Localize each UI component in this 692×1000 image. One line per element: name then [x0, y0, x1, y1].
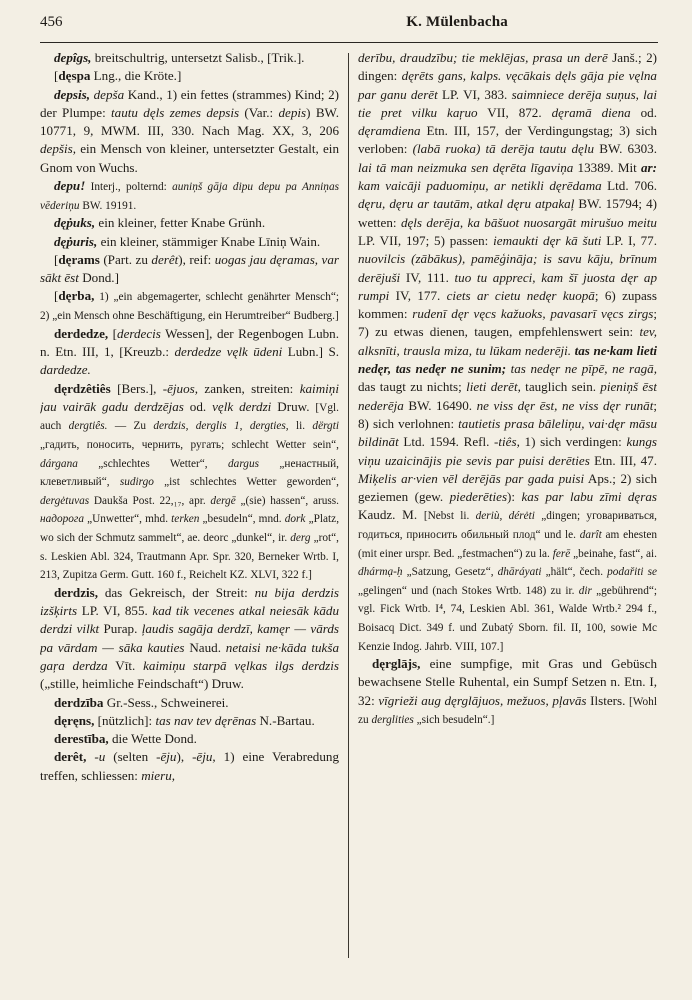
entry-text: [Wohl zu: [358, 695, 657, 727]
entry-text: Daukša Post. 22,₁₇, apr.: [89, 494, 211, 507]
entry-text: 1) „ein abgemagerter, schlecht genährter Mensch“; 2) „ein Mensch ohne Beschäftigung, ein Herumtreiber“ Budberg.]: [40, 291, 339, 323]
entry-text: „beinahe, fast“, ai.: [570, 547, 657, 560]
headword: derdedze,: [54, 325, 109, 341]
headword: dęspa: [58, 68, 91, 84]
entry-text: derību, draudzību; tie meklējas, prasa un derē: [358, 50, 608, 65]
headword: derdzība: [54, 694, 104, 710]
entry-text: saimniece derēja suņus, lai tie pret vilku kaŗuo: [358, 86, 657, 120]
entry-text: dork: [284, 513, 306, 526]
entry-text: 13389. Mit: [573, 159, 641, 175]
entry-text: kad tik vecenes atkal neiesāk kādu derdzi vilkt: [40, 603, 339, 637]
headword: dęrdzêtiês: [54, 380, 111, 396]
dictionary-entry: [40, 380, 339, 584]
entry-text: tas nedęr ne pīpē, ne ragā,: [506, 361, 657, 377]
entry-text: Lng., die Kröte.]: [90, 68, 182, 84]
left-column: [40, 49, 348, 964]
entry-text: dargus: [228, 457, 259, 470]
entry-text: Wessen], der Regenbogen Lubn. n. Etn. III, 1, [Kreuzb.:: [40, 325, 339, 359]
entry-text: Gr.-Sess., Schweinerei.: [103, 694, 229, 710]
dictionary-entry: [40, 177, 339, 214]
entry-text: Ltd. 706.: [601, 178, 657, 194]
headword: depîgs,: [54, 50, 92, 65]
entry-text: „(sie) hassen“, aruss.: [235, 494, 339, 507]
entry-text: -tiês,: [494, 434, 520, 450]
entry-text: надорога: [40, 513, 84, 526]
entry-text: dárgana: [40, 457, 78, 470]
entry-text: ), reif:: [178, 251, 215, 267]
entry-text: ein kleiner, fetter Knabe Grünh.: [95, 215, 266, 231]
entry-text: [: [54, 288, 59, 304]
dictionary-entry: [40, 694, 339, 712]
entry-text: tautu dęls zemes depsis: [111, 104, 240, 120]
entry-text: kam vaicāji paduomiņu, ar netikli dęrēdama: [358, 178, 602, 194]
entry-text: das taugt zu nichts;: [358, 379, 467, 395]
entry-text: dęramdiena: [358, 123, 421, 139]
entry-text: ; 6) zupass kommen:: [358, 287, 657, 322]
entry-text: dergtiês.: [68, 420, 108, 433]
entry-text: darît: [579, 529, 602, 542]
entry-text: VII, 872.: [477, 104, 552, 120]
entry-text: nu bija derdzis izšķirts: [40, 584, 339, 619]
entry-text: derdzis, derglis 1, dergties,: [153, 420, 289, 433]
entry-text: -ēju: [156, 749, 177, 765]
entry-text: „gelingen“ und (nach Stokes Wrtb. 148) zu ir.: [358, 584, 579, 597]
running-head-author: K. Mülenbacha: [406, 14, 508, 30]
page-number: 456: [40, 14, 63, 30]
entry-text: dergėtuvas: [40, 494, 90, 507]
entry-text: 1) sich verdingen:: [519, 434, 627, 450]
dictionary-entry: [40, 712, 339, 730]
entry-text: „sich besudeln“.]: [413, 714, 495, 727]
entry-text: (Var.:: [239, 104, 279, 120]
entry-text: derêt: [151, 251, 179, 267]
entry-text: dërgti: [312, 420, 339, 433]
entry-text: ne viss dęr ēst, ne viss dęr runāt: [476, 397, 654, 413]
entry-text: dęramā diena: [551, 104, 631, 120]
entry-text: tauglich sein.: [520, 379, 601, 395]
dictionary-entry: [40, 730, 339, 748]
entry-text: dęrēts gans, kalps. vęcākais dęls gāja pie vęlna par ganu derēt: [358, 68, 657, 102]
entry-text: BW. 19191.: [79, 199, 137, 212]
entry-text: „besudeln“, mnd.: [199, 513, 285, 526]
entry-text: Etn. III, 47.: [589, 452, 657, 468]
entry-text: tuo tu appreci, kam šī juosta dęr ap rumpi: [358, 269, 657, 303]
entry-text: li.: [288, 420, 313, 433]
entry-text: am ehesten (mit einer urspr. Bed. „festmachen“) zu la.: [358, 529, 657, 560]
entry-text: Janš.; 2) dingen:: [358, 50, 657, 84]
headword: dęręns,: [54, 712, 95, 728]
entry-text: lai tā man neizmuka sen dęrēta līgaviņa: [358, 159, 574, 175]
entry-text: „Platz, wo sich der Schmutz sammelt“, ae. deorc „dunkel“, ir.: [40, 513, 340, 544]
entry-text: ferē: [552, 547, 571, 560]
entry-text: („stille, heimliche Feindschaft“) Druw.: [40, 676, 244, 692]
dictionary-entry: [40, 748, 339, 785]
entry-text: Naud.: [184, 639, 226, 655]
entry-text: [Nebst li.: [423, 510, 476, 523]
entry-text: „hält“, čech.: [541, 566, 608, 579]
entry-text: Dond.]: [78, 270, 119, 286]
headword: ar:: [640, 159, 657, 175]
entry-text: od.: [630, 104, 657, 120]
entry-text: dhāráyati: [497, 566, 542, 579]
entry-text: sudirgo: [119, 476, 154, 489]
entry-text: ein kleiner, stämmiger Knabe Līniņ Wain.: [97, 233, 321, 249]
entry-text: derdecis: [117, 325, 161, 341]
entry-text: [Vgl. auch: [40, 401, 339, 433]
entry-text: Interj., polternd:: [85, 181, 173, 194]
entry-text: „гадить, поносить, чернить, ругать; schlecht Wetter sein“,: [40, 439, 339, 452]
entry-text: kaimiņu starpā vęlkas ilgs derdzis: [143, 657, 340, 673]
entry-text: piederēties: [449, 489, 508, 505]
entry-text: (selten: [105, 749, 157, 765]
dictionary-entry: [40, 49, 339, 67]
entry-text: ),: [176, 749, 193, 765]
entry-text: depis: [278, 104, 307, 120]
entry-text: Druw.: [271, 398, 316, 414]
entry-text: auniņš gāja dipu depu pa Anniņas vēderiņu: [40, 181, 340, 212]
entry-text: — Zu: [107, 420, 154, 433]
entry-text: ; 8) sich verlohnen:: [358, 397, 657, 431]
entry-text: nuovilcis (zābākus), pamēģināja; is savu kāju, brīnum derējuši: [358, 251, 657, 285]
dictionary-entry: [40, 584, 339, 694]
entry-text: deriù, dérėti: [475, 510, 535, 523]
entry-text: depša: [90, 86, 125, 102]
entry-text: [: [54, 251, 59, 267]
entry-text: „Unwetter“, mhd.: [83, 513, 172, 526]
entry-text: Kand., 1) ein fettes (strammes) Kind; 2) der Plumpe:: [40, 86, 340, 120]
entry-text: dir: [578, 584, 592, 597]
dictionary-entry: [40, 287, 339, 324]
entry-text: -ējuos,: [162, 380, 199, 396]
headword: dęṗuks,: [54, 215, 96, 231]
headword: depu!: [54, 178, 86, 194]
entry-text: „Satzung, Gesetz“,: [402, 566, 498, 579]
headword: dęrams: [58, 251, 100, 267]
entry-text: „rot“, s. Leskien Abl. 324, Trautmann Apr. Spr. 320, Berneker Wrtb. I, 213, Zupitza Germ. Gutt. 160 f., Reichelt KZ. XLVI, 322 f.]: [40, 531, 339, 582]
entry-text: pieniņš ēst nederēja: [358, 379, 657, 413]
dictionary-entry: [40, 214, 339, 232]
entry-text: Ltd. 1594. Refl.: [398, 434, 495, 450]
entry-text: -ēju,: [192, 749, 216, 765]
entry-text: ; 7) zu etwas dienen, taugen, empfehlenswert sein:: [358, 306, 657, 340]
entry-text: tev, alksnīti, trausla miza, tu lūkam nederēji.: [358, 324, 657, 358]
entry-text: depšis,: [40, 141, 77, 157]
entry-text: ļaudis sagāja derdzī, kamęr — vārds pa vārdam — sāka kauties: [40, 621, 339, 655]
headword: dęrglājs,: [372, 656, 421, 672]
entry-text: Miķelis ar·vien vēl derējās par gada puisi: [358, 470, 585, 486]
entry-text: Ilsters.: [586, 692, 630, 708]
headword: derdzis,: [54, 584, 99, 600]
entry-text: BW. 16490.: [403, 397, 477, 413]
dictionary-entry: [40, 233, 339, 251]
entry-text: Aps.; 2) sich geziemen (gew.: [358, 470, 657, 505]
entry-text: ciets ar cietu nedęr kuopā: [446, 287, 595, 303]
entry-text: rudenī dęr vęcs kažuoks, pavasarī vęcs zirgs: [412, 306, 654, 322]
entry-text: Lubn.] S.: [282, 343, 340, 359]
entry-text: (Part. zu: [99, 251, 152, 267]
entry-text: ):: [507, 489, 522, 505]
entry-text: (labā ruoka) tā derēja tautu dęlu: [412, 141, 595, 157]
entry-text: „ist schlechtes Wetter geworden“,: [153, 476, 339, 489]
dictionary-entry: [358, 655, 657, 729]
entry-text: [: [108, 325, 118, 341]
entry-text: derdedze vęlk ūdeni: [174, 343, 283, 359]
entry-text: ein Mensch von kleiner, untersetzter Gestalt, ein Gnom von Wuchs.: [40, 141, 339, 175]
entry-text: LP. VI, 383.: [437, 86, 512, 102]
entry-text: od.: [183, 398, 213, 414]
dictionary-entry: [40, 67, 339, 85]
entry-text: LP. VII, 197; 5) passen:: [358, 232, 494, 248]
entry-text: lieti derēt,: [466, 379, 521, 395]
entry-text: Kaudz. M.: [358, 507, 424, 523]
entry-text: kaimiņi jau vairāk gadu derdzējas: [40, 380, 339, 414]
headword: tas ne·kam lieti nedęr, tas nedęr ne sunim;: [358, 342, 657, 377]
entry-text: kungs viņu uzaicinājis pie sevis par puisi derēties: [358, 434, 657, 468]
entry-text: zanken, streiten:: [198, 380, 300, 396]
headword: derêt,: [54, 749, 87, 765]
entry-text: „ненастный, клеветливый“,: [40, 457, 339, 489]
entry-text: BW. 15794; 4) wetten:: [358, 196, 657, 230]
entry-text: IV, 111.: [400, 269, 455, 285]
headword: depsis,: [54, 86, 91, 102]
entry-text: dardedze.: [40, 362, 91, 378]
entry-text: mieru,: [141, 767, 176, 783]
headword: dęrba,: [58, 288, 95, 304]
header-rule: [40, 42, 658, 43]
entry-text: derglities: [371, 714, 414, 727]
entry-text: tas nav tev dęrēnas: [155, 712, 257, 728]
dictionary-entry: [40, 86, 339, 177]
two-column-body: [40, 49, 658, 964]
entry-text: terken: [171, 513, 200, 526]
entry-text: iemaukti dęr kā šuti: [493, 232, 602, 248]
page-header: [40, 14, 658, 36]
entry-text: [Bers.],: [110, 380, 163, 396]
entry-text: 1) eine Verabredung treffen, schliessen:: [40, 749, 339, 783]
entry-text: dęru, dęru ar tautām, atkal dęru atpakaļ: [358, 196, 575, 212]
entry-text: ) BW. 10771, 9, MWM. III, 330. Nach Mag. XX, 3, 206: [40, 104, 339, 139]
entry-text: dhármạ-ḥ: [358, 566, 403, 579]
headword: dęṗuris,: [54, 233, 98, 249]
entry-text: BW. 6303.: [594, 141, 657, 157]
entry-text: „gebührend“; vgl. Fick Wrtb. I⁴, 74, Leskien Abl. 361, Walde Wrtb.² 294 f., Boisacq Dict. 349 f. und Zubatý Sborn. fil. II, 100, sowie Mc Kenzie Indog. Jahrb. VIII, 107.]: [358, 584, 657, 653]
entry-text: N.-Bartau.: [256, 712, 315, 728]
entry-text: kas par labu zīmi dęras: [521, 489, 657, 505]
entry-text: tautietis prasa bāleliņu, vai·dęr māsu bildināt: [358, 415, 657, 450]
entry-text: -u: [86, 749, 106, 765]
entry-text: vīgrieži aug dęrglājuos, mežuos, pļavās: [378, 692, 587, 708]
entry-text: LP. VI, 855.: [77, 603, 153, 619]
entry-text: die Wette Dond.: [108, 731, 197, 747]
entry-text: „schlechtes Wetter“,: [77, 457, 229, 470]
entry-text: dergē: [210, 494, 236, 507]
dictionary-entry: [358, 49, 657, 655]
dictionary-entry: [40, 325, 339, 380]
entry-text: das Gekreisch, der Streit:: [98, 584, 255, 600]
right-column: [349, 49, 657, 964]
entry-text: vęlk derdzi: [212, 398, 272, 414]
entry-text: LP. I, 77.: [601, 232, 657, 248]
entry-text: [: [54, 68, 59, 84]
entry-text: Etn. III, 157, der Verdingungstag; 3) sich verloben:: [358, 123, 657, 157]
entry-text: uogas jau dęramas, var sākt ēst: [40, 251, 340, 286]
entry-text: Vīt.: [107, 657, 144, 673]
entry-text: dęls derēja, ka bāšuot nuosargāt mirušuo meitu: [400, 214, 657, 230]
entry-text: podařiti se: [607, 566, 657, 579]
dictionary-entry: [40, 251, 339, 288]
entry-text: derg: [290, 531, 311, 544]
entry-text: eine sumpfige, mit Gras und Gebüsch bewachsene Stelle Ruhental, ein Sumpf Setzen n. Etn. I, 32:: [358, 656, 657, 708]
entry-text: [nützlich]:: [94, 712, 156, 728]
entry-text: „dingen; уговариваться, годиться, приносить обильный плод“ und le.: [358, 510, 657, 542]
entry-text: netaisi ne·kāda tukša gaŗa derdza: [40, 639, 339, 673]
entry-text: IV, 177.: [389, 287, 447, 303]
entry-text: Purap.: [99, 621, 142, 637]
headword: derestība,: [54, 731, 109, 747]
entry-text: breitschultrig, untersetzt Salisb., [Trik.].: [91, 50, 305, 65]
